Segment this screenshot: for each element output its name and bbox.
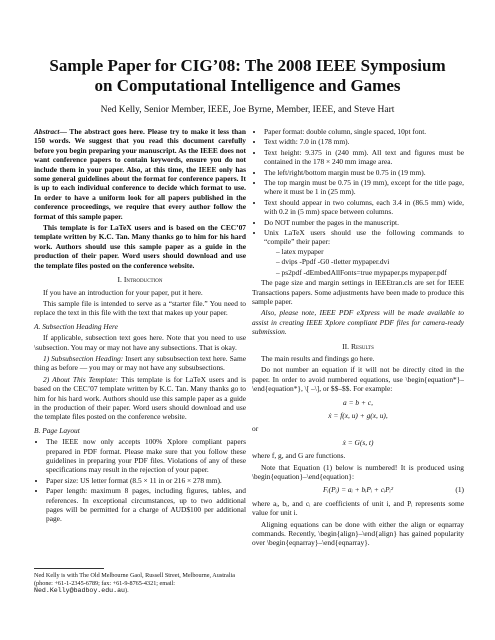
footnote-end: ). — [125, 587, 129, 595]
section-heading-results: II. Results — [342, 341, 374, 351]
author-list: Ned Kelly, Senior Member, IEEE, Joe Byrne, Member, IEEE, and Steve Hart — [100, 105, 395, 115]
subsection-heading-b: B. Page Layout — [34, 425, 80, 435]
list-item: – dvips -Ppdf -G0 -tletter mypaper.dvi — [276, 257, 464, 266]
abstract-lead: Abstract — [34, 127, 60, 136]
list-item: • Paper size: US letter format (8.5 × 11 in or 216 × 278 mm). — [46, 476, 246, 485]
subsubsection-2 — [34, 375, 246, 422]
compile-commands-list — [264, 247, 464, 277]
subsubsection-1 — [34, 354, 246, 373]
where-paragraph-2: where aᵢ, bᵢ, and cᵢ are coefficients of unit i, and Pᵢ represents some value for unit i. — [252, 498, 464, 518]
author-footnote — [34, 572, 246, 595]
list-item: • Paper format: double column, single spaced, 10pt font. — [264, 127, 464, 136]
results-paragraph-1: The main results and findings go here. — [261, 353, 375, 363]
intro-paragraph-2: This sample file is intended to serve as a “starter file.” You need to replace the text in this file with the text that makes up your paper. — [34, 298, 246, 318]
or-text: or — [252, 424, 259, 434]
equation-1: a = b + c, — [343, 397, 373, 407]
intro-paragraph-1: If you have an introduction for your paper, put it here. — [43, 287, 203, 297]
margins-paragraph: The page size and margin settings in IEEEtran.cls are set for IEEE Transactions papers. Some adjustments have been made to produce this sample paper. — [252, 278, 464, 306]
abstract-text-2: This template is for LaTeX users and is based on the CEC’07 template written by K.C. Tan. Many thanks go to him for his hard work. Authors should use this sample paper as a guide in the production of their paper. Word users should download and use the template files posted on the conference website. — [34, 223, 246, 270]
list-item: – latex mypaper — [276, 247, 464, 256]
list-item: • Paper length: maximum 8 pages, including figures, tables, and references. In exceptional circumstances, up to two additional pages will be permitted for a charge of AUD$100 per additional page. — [46, 486, 246, 524]
subsubsection-1-heading: 1) Subsubsection Heading: — [43, 353, 124, 363]
list-item: • Do NOT number the pages in the manuscript. — [264, 218, 464, 227]
list-item: • The IEEE now only accepts 100% Xplore compliant papers prepared in PDF format. Please make sure that you follow these guidelines in preparing your PDF files. Violations of any of these specifications may result in the rejection of your paper. — [46, 437, 246, 475]
list-item: • Text width: 7.0 in (178 mm). — [264, 137, 464, 146]
compile-item-text: Unix LaTeX users should use the following commands to “compile” their paper: — [264, 228, 464, 247]
where-paragraph: where f, g, and G are functions. — [252, 451, 346, 461]
list-item: – ps2pdf -dEmbedAllFonts=true mypaper.ps mypaper.pdf — [276, 268, 464, 277]
abstract — [34, 127, 246, 221]
results-paragraph-2: Do not number an equation if it will not be directly cited in the paper. In order to avoid numbered equations, use \begin{equation*}–\end{equation*}, \[ –\], or $$–$$. For example: — [252, 365, 464, 394]
subsection-a-paragraph: If applicable, subsection text goes here. Note that you need to use \subsection. You may or may not have any subsections. That is okay. — [34, 333, 246, 352]
abstract-text: — The abstract goes here. Please try to make it less than 150 words. We suggest that you read this document carefully before you begin preparing your manuscript. As the IEEE does not want conference papers to contain keywords, ensure you do not include them in your paper. Also, at this time, the IEEE only has some general guidelines about the format for conference papers. It is up to each individual conference to decide which format to use. In order to have a uniform look for all papers published in the conference proceedings, we require that every author follow the format of this sample paper. — [34, 127, 246, 221]
subsubsection-1-text: Insert any subsubsection text here. Same thing as before — you may or may not have any subsubsections. — [34, 353, 246, 373]
list-item: • Text should appear in two columns, each 3.4 in (86.5 mm) wide, with 0.2 in (5 mm) space between columns. — [264, 198, 464, 217]
pdf-express-note: Also, please note, IEEE PDF eXpress will be made available to assist in creating IEEE Xplore compliant PDF files for camera-ready submission. — [252, 308, 464, 337]
footnote-text: Ned Kelly is with The Old Melbourne Gaol, Russell Street, Melbourne, Australia (phone: +61-1-2345-6789; fax: +61-9-8765-4321; email: — [34, 572, 235, 587]
footnote-rule — [34, 568, 104, 569]
footnote-email: Ned.Kelly@badboy.edu.au — [34, 587, 126, 595]
list-item: • The left/right/bottom margin must be 0.75 in (19 mm). — [264, 168, 464, 177]
equation-4 — [252, 485, 464, 494]
equation-number: (1) — [455, 485, 464, 495]
subsubsection-2-text: This template is for LaTeX users and is based on the CEC’07 template written by K.C. Tan. Many thanks go to him for his hard work. Authors should use this sample paper as a guide in the production of their paper. Word users should download and use the template files posted on the conference website. — [34, 374, 246, 422]
page-layout-list — [34, 437, 246, 524]
format-list — [252, 127, 464, 277]
align-paragraph: Aligning equations can be done with either the align or eqnarray commands. Recently, \begin{align}–\end{align} has gained popularity over \begin{eqnarray}–\end{eqnarray}. — [252, 519, 464, 548]
equation-4-body: Fᵢ(Pᵢ) = aᵢ + bᵢPᵢ + cᵢPᵢ² — [322, 485, 394, 495]
section-heading-introduction: I. Introduction — [117, 275, 163, 285]
equation-3: ẋ = G(s, t) — [342, 437, 374, 447]
list-item — [264, 228, 464, 277]
equation-2: ẋ = f(x, u) + g(x, u), — [328, 410, 388, 420]
list-item: • The top margin must be 0.75 in (19 mm), except for the title page, where it must be 1 in (25 mm). — [264, 178, 464, 197]
right-column — [252, 127, 464, 550]
paper-title: Sample Paper for CIG’08: The 2008 IEEE Symposium on Computational Intelligence and Games — [49, 56, 446, 95]
list-item: • Text height: 9.375 in (240 mm). All text and figures must be contained in the 178 × 240 mm image area. — [264, 148, 464, 167]
left-column — [34, 127, 246, 525]
subsection-heading-a: A. Subsection Heading Here — [34, 321, 118, 331]
note-paragraph: Note that Equation (1) below is numbered! It is produced using \begin{equation}–\end{equation}: — [252, 462, 464, 481]
subsubsection-2-heading: 2) About This Template: — [43, 374, 118, 384]
